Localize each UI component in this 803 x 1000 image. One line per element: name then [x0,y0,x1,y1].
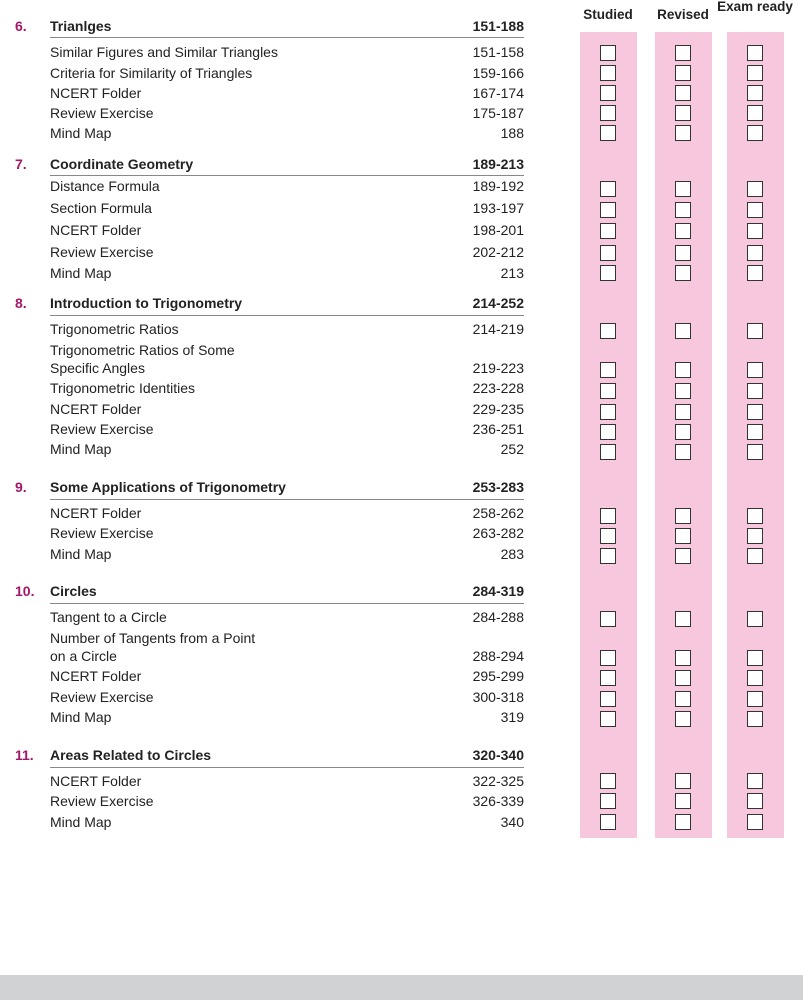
exam-ready-checkbox[interactable] [747,362,763,378]
topic-title: Mind Map [50,441,112,457]
revised-checkbox[interactable] [675,508,691,524]
topic-pages: 340 [500,814,524,830]
chapter-divider [50,315,524,316]
revised-checkbox[interactable] [675,105,691,121]
chapter-divider [50,37,524,38]
topic-pages: 236-251 [472,421,524,437]
chapter-number: 11. [15,747,34,763]
revised-checkbox[interactable] [675,650,691,666]
topic-title: Mind Map [50,265,112,281]
revised-checkbox[interactable] [675,202,691,218]
exam-ready-checkbox[interactable] [747,223,763,239]
revised-checkbox[interactable] [675,773,691,789]
studied-checkbox[interactable] [600,85,616,101]
revised-checkbox[interactable] [675,362,691,378]
chapter-number: 8. [15,295,27,311]
chapter-row [0,479,803,499]
studied-checkbox[interactable] [600,528,616,544]
revised-checkbox[interactable] [675,793,691,809]
topic-pages: 188 [500,125,524,141]
exam-ready-checkbox[interactable] [747,691,763,707]
topic-pages: 283 [500,546,524,562]
chapter-title: Circles [50,583,97,599]
topic-pages: 198-201 [472,222,524,238]
topic-title: Mind Map [50,546,112,562]
revised-checkbox[interactable] [675,691,691,707]
studied-checkbox[interactable] [600,245,616,261]
topic-title-continued: on a Circle [50,648,117,664]
topic-title: Review Exercise [50,421,154,437]
revised-checkbox[interactable] [675,383,691,399]
topic-title: Number of Tangents from a Point [50,630,256,646]
studied-column-header: Studied [583,7,633,22]
studied-checkbox[interactable] [600,223,616,239]
chapter-title: Trianlges [50,18,112,34]
chapter-title: Some Applications of Trigonometry [50,479,286,495]
topic-pages: 159-166 [472,65,524,81]
topic-pages: 284-288 [472,609,524,625]
studied-checkbox[interactable] [600,105,616,121]
chapter-title: Introduction to Trigonometry [50,295,243,311]
exam-ready-checkbox[interactable] [747,611,763,627]
studied-checkbox[interactable] [600,548,616,564]
chapter-pages: 151-188 [472,18,524,34]
topic-title: NCERT Folder [50,668,142,684]
exam-ready-column-header: Exam ready [717,0,793,14]
topic-title: Mind Map [50,814,112,830]
revised-checkbox[interactable] [675,548,691,564]
topic-title: Review Exercise [50,244,154,260]
chapter-number: 10. [15,583,35,599]
studied-checkbox[interactable] [600,383,616,399]
topic-title: NCERT Folder [50,505,142,521]
exam-ready-checkbox[interactable] [747,265,763,281]
studied-checkbox[interactable] [600,323,616,339]
exam-ready-checkbox[interactable] [747,125,763,141]
exam-ready-checkbox[interactable] [747,245,763,261]
chapter-pages: 214-252 [472,295,524,311]
chapter-title: Areas Related to Circles [50,747,212,763]
studied-checkbox[interactable] [600,670,616,686]
exam-ready-checkbox[interactable] [747,383,763,399]
topic-title: Review Exercise [50,689,154,705]
topic-pages: 322-325 [472,773,524,789]
chapter-row [0,747,803,767]
studied-checkbox[interactable] [600,45,616,61]
exam-ready-checkbox[interactable] [747,670,763,686]
exam-ready-checkbox[interactable] [747,508,763,524]
chapter-pages: 284-319 [472,583,524,599]
topic-pages: 175-187 [472,105,524,121]
chapter-title: Coordinate Geometry [50,156,194,172]
studied-checkbox[interactable] [600,424,616,440]
studied-checkbox[interactable] [600,814,616,830]
topic-pages: 229-235 [472,401,524,417]
revised-checkbox[interactable] [675,670,691,686]
topic-title: Review Exercise [50,525,154,541]
topic-pages: 252 [500,441,524,457]
revised-checkbox[interactable] [675,611,691,627]
revised-checkbox[interactable] [675,85,691,101]
exam-ready-checkbox[interactable] [747,323,763,339]
chapter-divider [50,175,524,176]
topic-title: NCERT Folder [50,773,142,789]
topic-pages: 189-192 [472,178,524,194]
exam-ready-checkbox[interactable] [747,793,763,809]
studied-checkbox[interactable] [600,444,616,460]
exam-ready-checkbox[interactable] [747,814,763,830]
topic-title: Mind Map [50,125,112,141]
topic-title: Similar Figures and Similar Triangles [50,44,278,60]
revised-checkbox[interactable] [675,223,691,239]
exam-ready-checkbox[interactable] [747,424,763,440]
topic-title: Review Exercise [50,105,154,121]
topic-pages: 263-282 [472,525,524,541]
topic-title: NCERT Folder [50,222,142,238]
studied-checkbox[interactable] [600,181,616,197]
topic-title: Criteria for Similarity of Triangles [50,65,253,81]
topic-title: NCERT Folder [50,85,142,101]
revised-checkbox[interactable] [675,323,691,339]
topic-title: Review Exercise [50,793,154,809]
topic-pages: 295-299 [472,668,524,684]
chapter-row [0,295,803,315]
revised-checkbox[interactable] [675,404,691,420]
topic-pages: 319 [500,709,524,725]
studied-checkbox[interactable] [600,265,616,281]
exam-ready-checkbox[interactable] [747,773,763,789]
topic-title: Distance Formula [50,178,160,194]
topic-pages: 151-158 [472,44,524,60]
exam-ready-checkbox[interactable] [747,711,763,727]
chapter-pages: 253-283 [472,479,524,495]
topic-pages: 300-318 [472,689,524,705]
topic-title: Trigonometric Ratios of Some [50,342,235,358]
studied-checkbox[interactable] [600,650,616,666]
topic-title: Section Formula [50,200,152,216]
topic-title: Trigonometric Ratios [50,321,179,337]
revised-checkbox[interactable] [675,814,691,830]
topic-pages: 258-262 [472,505,524,521]
exam-ready-checkbox[interactable] [747,650,763,666]
topic-pages: 214-219 [472,321,524,337]
revised-checkbox[interactable] [675,424,691,440]
revised-checkbox[interactable] [675,125,691,141]
topic-pages: 326-339 [472,793,524,809]
chapter-row [0,583,803,603]
chapter-row [0,156,803,176]
topic-title: Tangent to a Circle [50,609,167,625]
exam-ready-checkbox[interactable] [747,105,763,121]
topic-title: Trigonometric Identities [50,380,195,396]
exam-ready-checkbox[interactable] [747,404,763,420]
exam-ready-checkbox[interactable] [747,202,763,218]
topic-title: Mind Map [50,709,112,725]
revised-checkbox[interactable] [675,528,691,544]
chapter-pages: 320-340 [472,747,524,763]
exam-ready-checkbox[interactable] [747,85,763,101]
topic-pages: 288-294 [472,648,524,664]
topic-title: NCERT Folder [50,401,142,417]
footer-bar [0,975,803,1000]
topic-row [0,342,803,362]
topic-pages: 223-228 [472,380,524,396]
chapter-divider [50,603,524,604]
topic-pages: 193-197 [472,200,524,216]
revised-column-header: Revised [657,7,709,22]
studied-checkbox[interactable] [600,711,616,727]
chapter-number: 9. [15,479,27,495]
topic-pages: 219-223 [472,360,524,376]
revised-checkbox[interactable] [675,444,691,460]
studied-checkbox[interactable] [600,202,616,218]
studied-checkbox[interactable] [600,508,616,524]
topic-title-continued: Specific Angles [50,360,145,376]
revised-checkbox[interactable] [675,265,691,281]
studied-checkbox[interactable] [600,793,616,809]
topic-pages: 167-174 [472,85,524,101]
chapter-number: 6. [15,18,27,34]
revised-checkbox[interactable] [675,45,691,61]
topic-pages: 213 [500,265,524,281]
exam-ready-checkbox[interactable] [747,181,763,197]
exam-ready-checkbox[interactable] [747,444,763,460]
studied-checkbox[interactable] [600,125,616,141]
studied-checkbox[interactable] [600,404,616,420]
revised-checkbox[interactable] [675,65,691,81]
chapter-divider [50,499,524,500]
chapter-divider [50,767,524,768]
chapter-number: 7. [15,156,27,172]
topic-pages: 202-212 [472,244,524,260]
studied-checkbox[interactable] [600,773,616,789]
studied-checkbox[interactable] [600,691,616,707]
exam-ready-checkbox[interactable] [747,548,763,564]
exam-ready-checkbox[interactable] [747,528,763,544]
topic-row [0,630,803,650]
studied-checkbox[interactable] [600,611,616,627]
exam-ready-checkbox[interactable] [747,65,763,81]
chapter-pages: 189-213 [472,156,524,172]
revised-checkbox[interactable] [675,711,691,727]
studied-checkbox[interactable] [600,362,616,378]
revised-checkbox[interactable] [675,245,691,261]
studied-checkbox[interactable] [600,65,616,81]
revised-checkbox[interactable] [675,181,691,197]
chapter-row [0,18,803,38]
exam-ready-checkbox[interactable] [747,45,763,61]
